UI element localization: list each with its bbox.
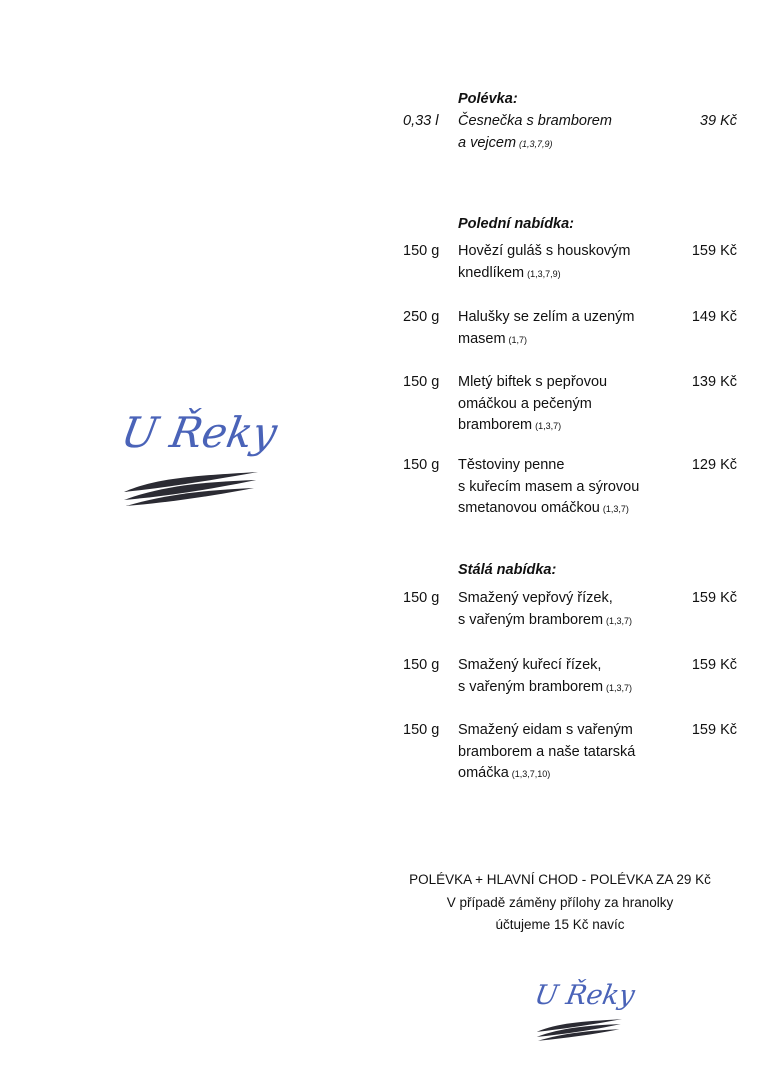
item-allergens: (1,3,7,9) (519, 138, 553, 149)
menu-item (400, 241, 740, 285)
item-allergens: (1,3,7) (606, 615, 633, 626)
section-title-standing: Stálá nabídka: (458, 562, 557, 578)
menu-item (400, 372, 740, 438)
item-quantity: 150 g (403, 374, 440, 390)
item-price: 159 Kč (691, 590, 737, 606)
item-allergens: (1,3,7,9) (527, 268, 561, 279)
item-name: Smažený eidam s vařeným bramborem a naše tatarská omáčka (1,3,7,10) (458, 722, 636, 781)
item-price: 159 Kč (691, 722, 737, 738)
section-title-soup: Polévka: (458, 91, 518, 107)
waves-icon (535, 1014, 625, 1042)
item-price: 159 Kč (691, 657, 737, 673)
menu-item (400, 111, 740, 155)
waves-icon (122, 464, 262, 508)
item-quantity: 150 g (403, 243, 440, 259)
item-name: Smažený vepřový řízek, s vařeným bramborem (1,3,7) (458, 590, 633, 628)
menu-item (400, 655, 740, 699)
item-quantity: 150 g (403, 722, 440, 738)
item-name: Těstoviny penne s kuřecím masem a sýrovou smetanovou omáčkou (1,3,7) (458, 457, 640, 516)
item-name: Halušky se zelím a uzeným masem (1,7) (458, 309, 635, 347)
item-allergens: (1,7) (508, 334, 528, 345)
item-name: Smažený kuřecí řízek, s vařeným bramborem (1,3,7) (458, 657, 633, 695)
menu-item (400, 720, 740, 786)
item-allergens: (1,3,7) (602, 504, 629, 514)
item-price: 129 Kč (691, 457, 737, 473)
item-allergens: (1,3,7,10) (511, 769, 551, 779)
logo-text: U Řeky (532, 980, 637, 1011)
item-name: Hovězí guláš s houskovým knedlíkem (1,3,7,9) (458, 243, 631, 281)
item-quantity: 250 g (403, 309, 440, 325)
menu-item (400, 307, 740, 351)
menu-item (400, 455, 740, 521)
section-title-lunch: Polední nabídka: (458, 216, 575, 232)
item-quantity: 150 g (403, 590, 440, 606)
footer-line: POLÉVKA + HLAVNÍ CHOD - POLÉVKA ZA 29 Kč (409, 872, 711, 887)
item-price: 39 Kč (699, 113, 737, 129)
item-quantity: 150 g (403, 657, 440, 673)
item-allergens: (1,3,7) (606, 682, 633, 693)
item-quantity: 0,33 l (403, 113, 439, 129)
footer-line: V případě záměny přílohy za hranolky (446, 894, 674, 910)
footer-note (380, 869, 740, 937)
item-name: Česnečka s bramborem a vejcem (1,3,7,9) (458, 113, 612, 151)
footer-line: účtujeme 15 Kč navíc (495, 917, 625, 932)
item-allergens: (1,3,7) (535, 421, 562, 431)
menu-item (400, 588, 740, 632)
item-quantity: 150 g (403, 457, 440, 473)
logo-text: U Řeky (117, 408, 281, 457)
restaurant-logo-large (117, 408, 281, 508)
restaurant-logo-small (532, 980, 637, 1045)
item-name: Mletý biftek s pepřovou omáčkou a pečeným bramborem (1,3,7) (458, 374, 608, 433)
item-price: 159 Kč (691, 243, 737, 259)
item-price: 139 Kč (691, 374, 737, 390)
item-price: 149 Kč (691, 309, 737, 325)
